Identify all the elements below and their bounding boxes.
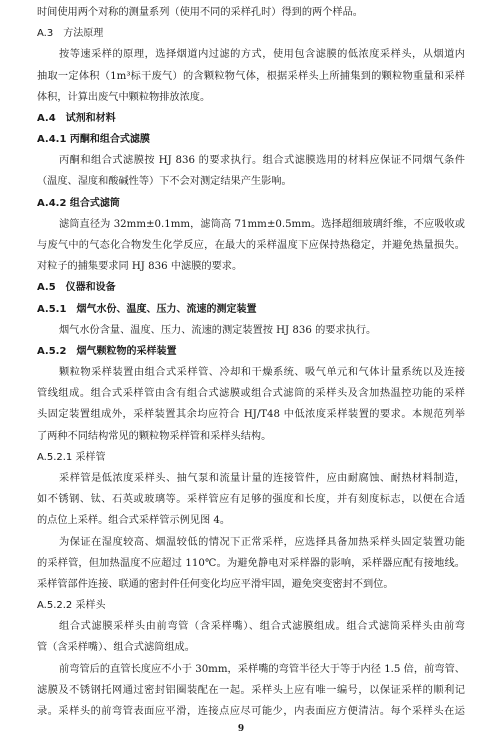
text-line: 采样管是低浓度采样头、抽气泵和流量计量的连接管件，应由耐腐蚀、耐热材料制造， [59,473,465,484]
text-line: 管线组成。组合式采样管由含有组合式滤膜或组合式滤筒的采样头及含加热温控功能的采样 [37,388,465,399]
text-line: 的点位上采样。组合式采样管示例见图 4。 [37,515,231,526]
text-line: 烟气水份含量、温度、压力、流速的测定装置按 HJ 836 的要求执行。 [59,325,377,336]
text-line: 体积，计算出废气中颗粒物排放浓度。 [37,92,211,103]
text-line: 滤筒直径为 32mm±0.1mm，滤筒高 71mm±0.5mm。选择超细玻璃纤维，不应吸收或 [59,219,465,230]
text-line: 按等速采样的原理，选择烟道内过滤的方式，使用包含滤膜的低浓度采样头，从烟道内 [59,49,465,60]
text-line: 了两种不同结构常见的颗粒物采样管和采样头结构。 [37,431,272,442]
subsection-heading: A.5.2.1 采样管 [37,452,106,463]
text-line: 组合式滤膜采样头由前弯管（含采样嘴）、组合式滤膜组成。组合式滤筒采样头由前弯 [59,621,465,632]
text-line: 采样管部件连接、联通的密封件任何变化均应平滑牢固，避免突变密封不到位。 [37,579,394,590]
subsection-heading: A.5.1 烟气水份、温度、压力、流速的测定装置 [37,304,257,315]
subsection-heading: A.4.2 组合式滤筒 [37,198,120,209]
text-line: 滤膜及不锈钢托网通过密封铝圈装配在一起。采样头上应有唯一编号，以保证采样的顺利记 [37,685,465,696]
page-number: 9 [237,724,245,734]
text-line: 时间使用两个对称的测量系列（使用不同的采样孔时）得到的两个样品。 [37,7,363,18]
text-line: 丙酮和组合式滤膜按 HJ 836 的要求执行。组合式滤膜选用的材料应保证不同烟气条件 [59,155,465,166]
section-heading: A.3 方法原理 [37,28,104,39]
text-line: 与废气中的气态化合物发生化学反应，在最大的采样温度下应保持热稳定，并避免热量损失。 [37,240,465,251]
text-line: 录。采样头的前弯管表面应平滑，连接点应尽可能少，内表面应方便清洁。每个采样头在运 [37,706,465,717]
text-line: （温度、湿度和酸碱性等）下不会对测定结果产生影响。 [37,176,292,187]
subsection-heading: A.5.2.2 采样头 [37,600,106,611]
text-line: 管（含采样嘴）、组合式滤筒组成。 [37,642,195,653]
subsection-heading: A.4.1 丙酮和组合式滤膜 [37,134,150,145]
text-line: 对粒子的捕集要求同 HJ 836 中滤膜的要求。 [37,261,243,272]
text-line: 前弯管后的直管长度应不小于 30mm，采样嘴的弯管半径大于等于内径 1.5 倍，前弯管、 [59,664,465,675]
text-line: 抽取一定体积（1m³标干废气）的含颗粒物气体，根据采样头上所捕集到的颗粒物重量和采样 [37,71,465,82]
text-line: 颗粒物采样装置由组合式采样管、冷却和干燥系统、吸气单元和气体计量系统以及连接 [59,367,465,378]
text-line: 为保证在湿度较高、烟温较低的情况下正常采样，应选择具备加热采样头固定装置功能 [59,537,465,548]
subsection-heading: A.5.2 烟气颗粒物的采样装置 [37,346,177,357]
section-heading: A.4 试剂和材料 [37,113,116,124]
section-heading: A.5 仪器和设备 [37,282,116,293]
text-line: 头固定装置组成外，采样装置其余均应符合 HJ/T48 中低浓度采样装置的要求。本规范列举 [37,409,465,420]
text-line: 的采样管，但加热温度不应超过 110℃。为避免静电对采样器的影响，采样器应配有接地线。 [37,558,465,569]
text-line: 如不锈钢、钛、石英或玻璃等。采样管应有足够的强度和长度，并有刻度标志，以便在合适 [37,494,465,505]
